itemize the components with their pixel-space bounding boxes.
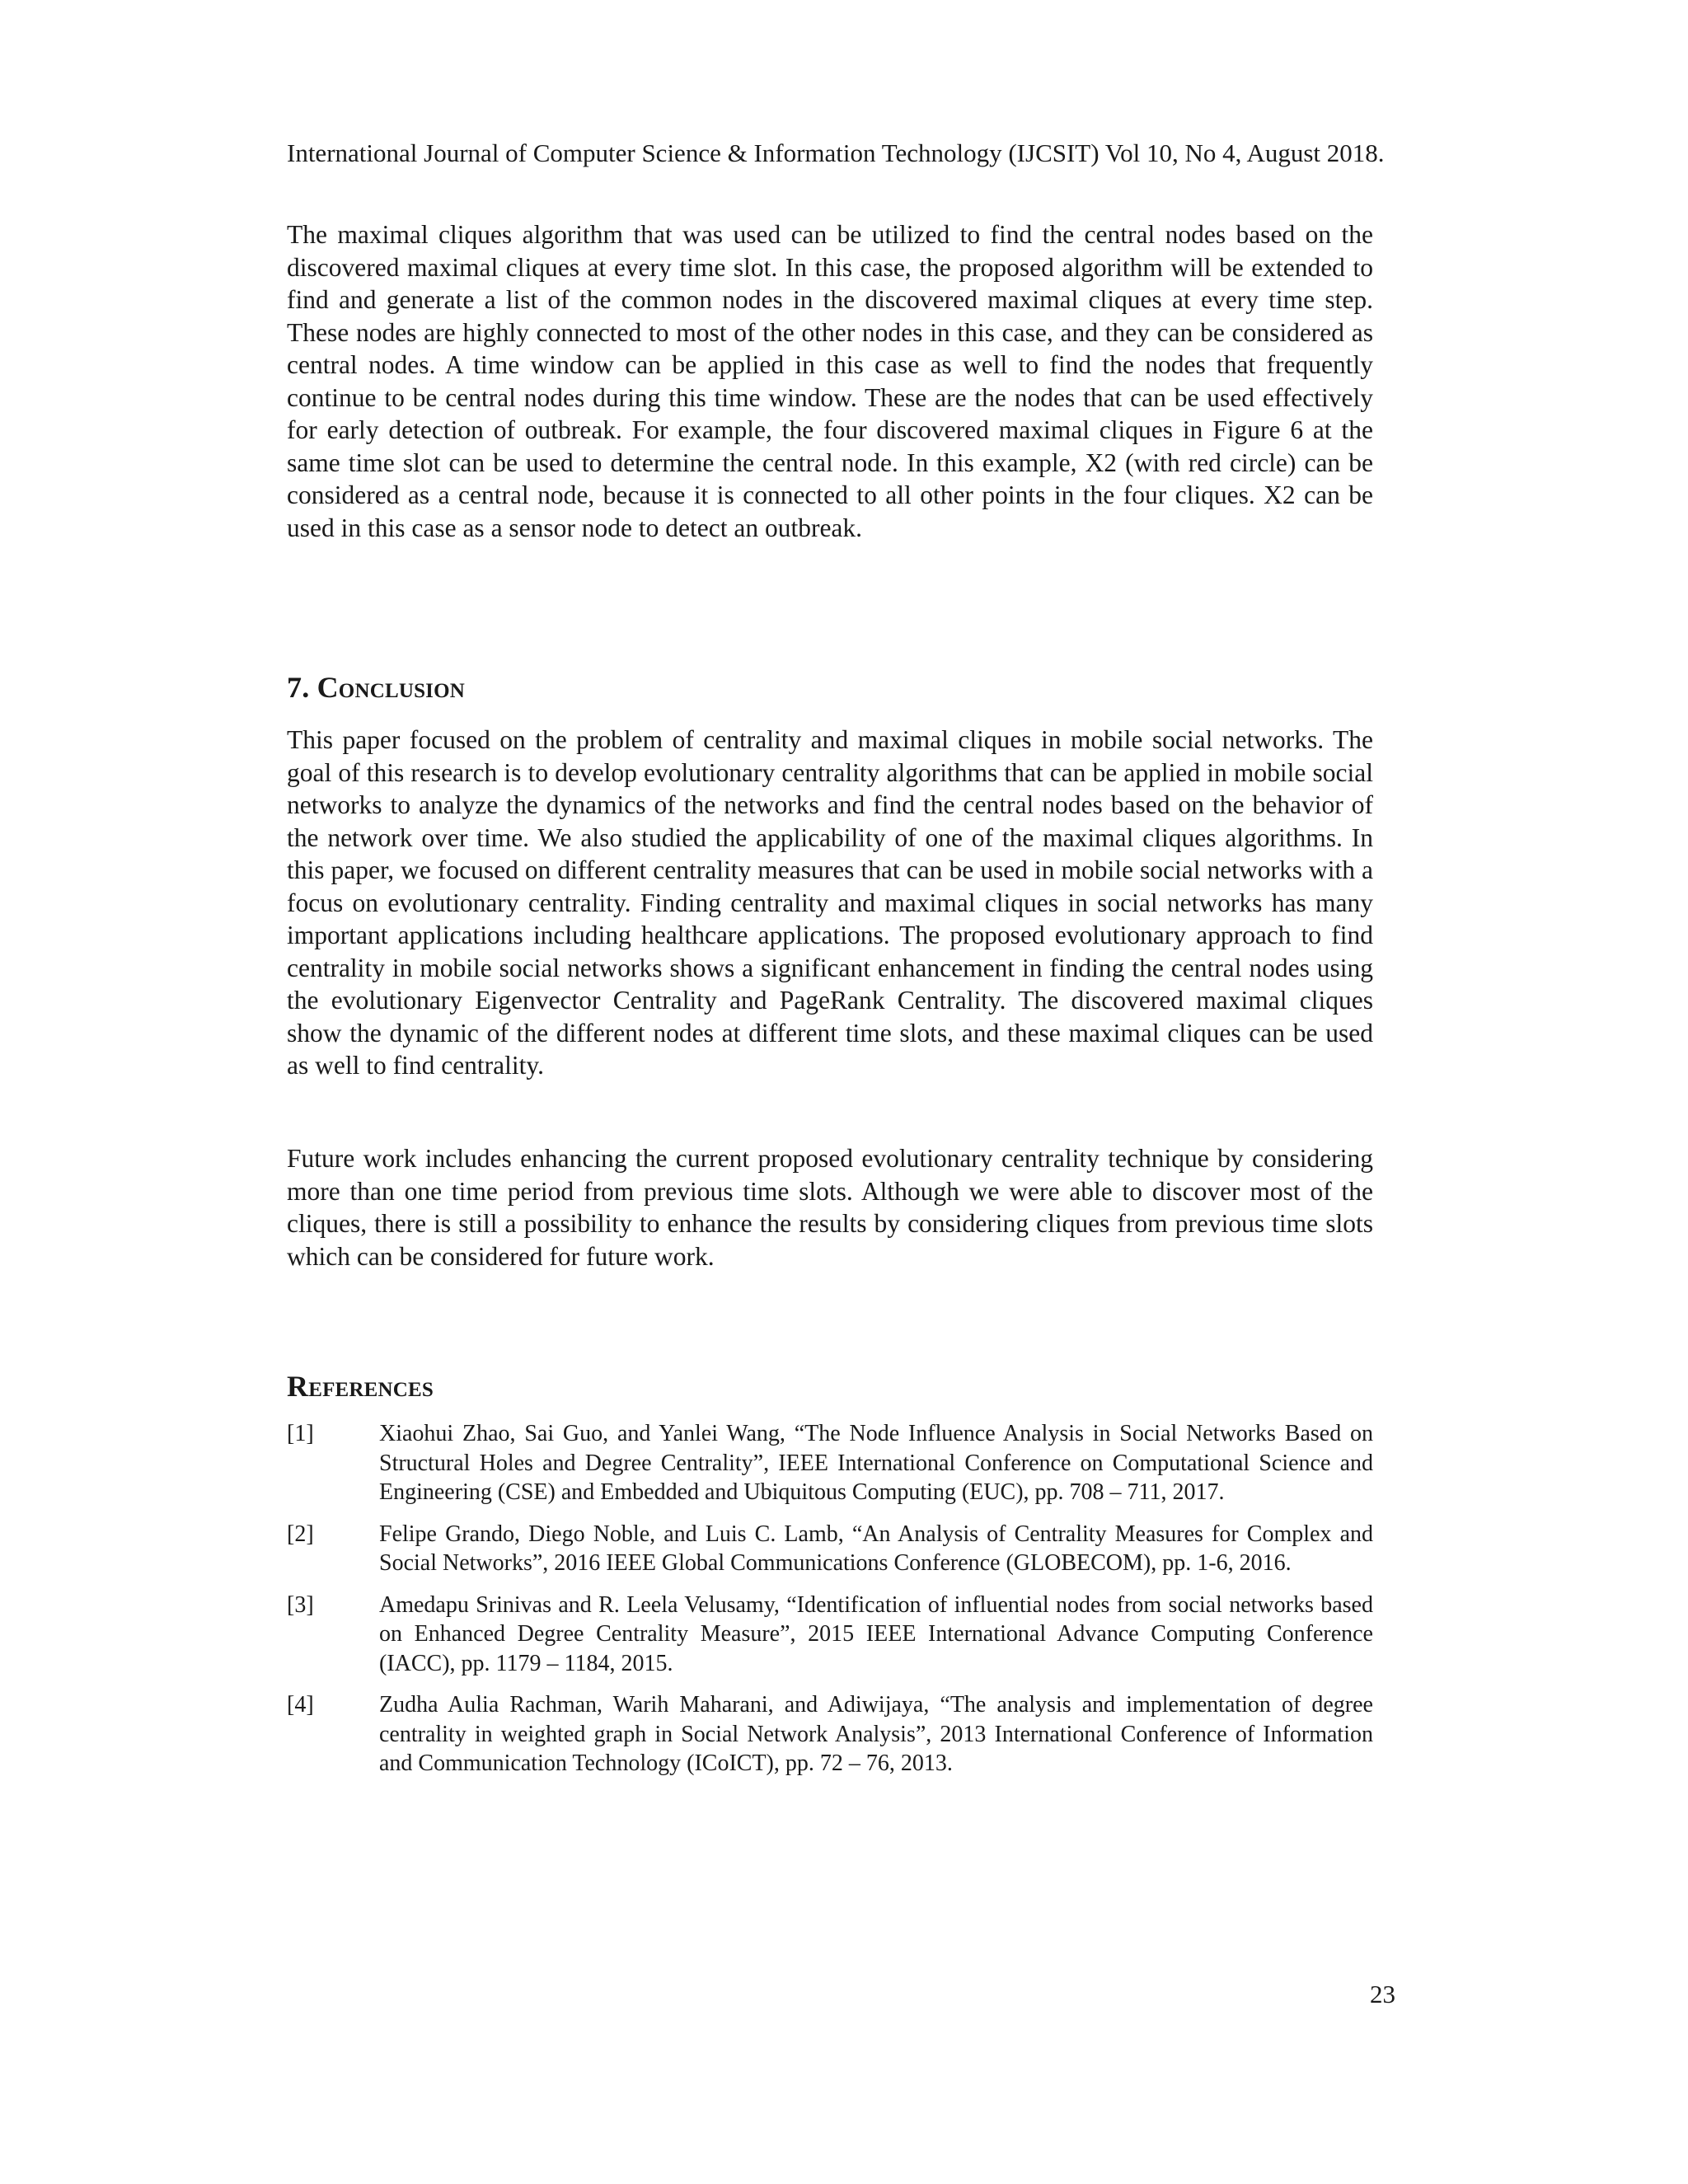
reference-number: [1]	[287, 1421, 314, 1446]
reference-item-2	[287, 1520, 1373, 1578]
reference-text: Amedapu Srinivas and R. Leela Velusamy, “Identification of influential nodes from social networks based on Enhanced Degree Centrality Measure”, 2015 IEEE International Advance Computing Conference (IACC), pp. 1179 – 1184, 2015.	[379, 1591, 1373, 1676]
running-header: International Journal of Computer Science & Information Technology (IJCSIT) Vol 10, No 4, August 2018.	[287, 138, 1385, 167]
paragraph-text: The maximal cliques algorithm that was used can be utilized to find the central nodes based on the discovered maximal cliques at every time slot. In this case, the proposed algorithm will be extended to find and generate a list of the common nodes in the discovered maximal cliques at every time step. These nodes are highly connected to most of the other nodes in this case, and they can be considered as central nodes. A time window can be applied in this case as well to find the nodes that frequently continue to be central nodes during this time window. These are the nodes that can be used effectively for early detection of outbreak. For example, the four discovered maximal cliques in Figure 6 at the same time slot can be used to determine the central node. In this example, X2 (with red circle) can be considered as a central node, because it is connected to all other points in the four cliques. X2 can be used in this case as a sensor node to detect an outbreak.	[287, 220, 1373, 542]
reference-item-3	[287, 1591, 1373, 1679]
conclusion-paragraph-2	[287, 1142, 1373, 1272]
page-number: 23	[1370, 1980, 1395, 2008]
paragraph-text: Future work includes enhancing the current proposed evolutionary centrality technique by considering more than one time period from previous time slots. Although we were able to discover most of the cliques, there is still a possibility to enhance the results by considering cliques from previous time slots which can be considered for future work.	[287, 1144, 1373, 1271]
conclusion-heading: 7. Conclusion	[287, 671, 466, 704]
reference-text: Xiaohui Zhao, Sai Guo, and Yanlei Wang, “The Node Influence Analysis in Social Networks Based on Structural Holes and Degree Centrality”, IEEE International Conference on Computational Science and Engineering (CSE) and Embedded and Ubiquitous Computing (EUC), pp. 708 – 711, 2017.	[379, 1421, 1373, 1505]
reference-item-4	[287, 1690, 1373, 1779]
reference-item-1	[287, 1419, 1373, 1507]
reference-number: [2]	[287, 1521, 314, 1547]
reference-text: Felipe Grando, Diego Noble, and Luis C. Lamb, “An Analysis of Centrality Measures for Complex and Social Networks”, 2016 IEEE Global Communications Conference (GLOBECOM), pp. 1-6, 2016.	[379, 1521, 1373, 1576]
reference-list	[287, 1419, 1373, 1791]
reference-number: [4]	[287, 1692, 314, 1718]
paragraph-text: This paper focused on the problem of centrality and maximal cliques in mobile social networks. The goal of this research is to develop evolutionary centrality algorithms that can be applied in mobile social networks to analyze the dynamics of the networks and find the central nodes based on the behavior of the network over time. We also studied the applicability of one of the maximal cliques algorithms. In this paper, we focused on different centrality measures that can be used in mobile social networks with a focus on evolutionary centrality. Finding centrality and maximal cliques in social networks has many important applications including healthcare applications. The proposed evolutionary approach to find centrality in mobile social networks shows a significant enhancement in finding the central nodes using the evolutionary Eigenvector Centrality and PageRank Centrality. The discovered maximal cliques show the dynamic of the different nodes at different time slots, and these maximal cliques can be used as well to find centrality.	[287, 725, 1373, 1080]
reference-number: [3]	[287, 1591, 314, 1618]
references-heading: References	[287, 1370, 434, 1403]
conclusion-paragraph-1	[287, 724, 1373, 1082]
reference-text: Zudha Aulia Rachman, Warih Maharani, and Adiwijaya, “The analysis and implementation of degree centrality in weighted graph in Social Network Analysis”, 2013 International Conference of Information and Communication Technology (ICoICT), pp. 72 – 76, 2013.	[379, 1692, 1373, 1776]
section6-closing-paragraph	[287, 218, 1373, 544]
